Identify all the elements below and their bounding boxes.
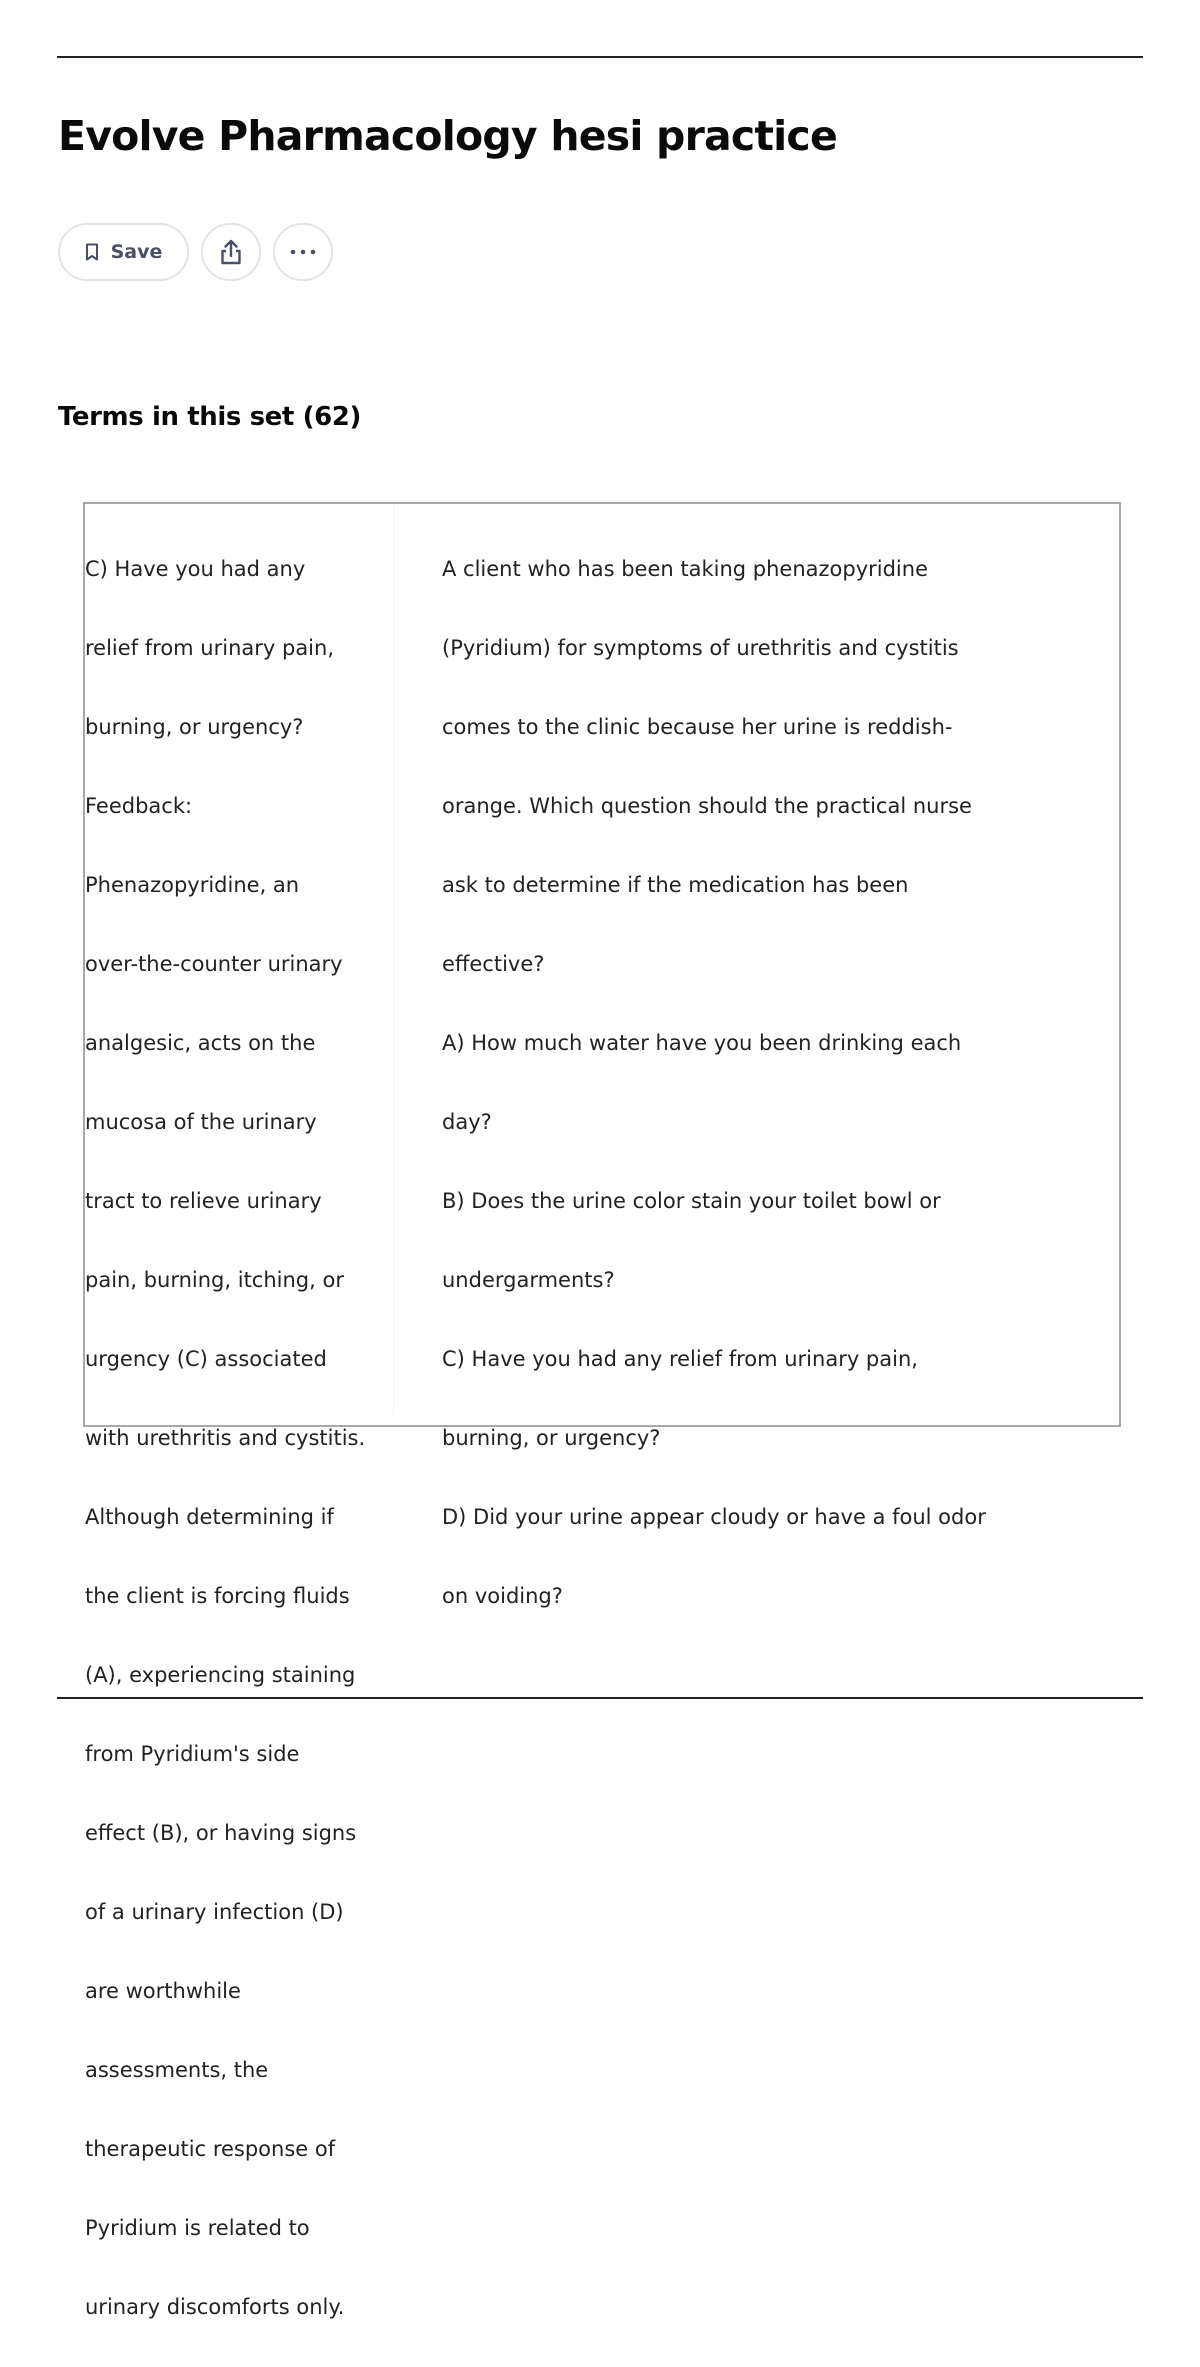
term-line: mucosa of the urinary bbox=[85, 1109, 317, 1134]
definition-line: comes to the clinic because her urine is reddish- bbox=[442, 714, 953, 739]
card-term bbox=[85, 510, 385, 2367]
term-line: Feedback: bbox=[85, 793, 193, 818]
term-line: (A), experiencing staining bbox=[85, 1662, 356, 1687]
more-options-button[interactable] bbox=[273, 223, 333, 281]
flashcard bbox=[83, 502, 1121, 2319]
term-line: therapeutic response of bbox=[85, 2136, 336, 2161]
definition-line: A) How much water have you been drinking each bbox=[442, 1030, 962, 1055]
term-line: are worthwhile bbox=[85, 1978, 241, 2003]
card-definition bbox=[442, 510, 1042, 1656]
term-line: C) Have you had any bbox=[85, 556, 306, 581]
definition-line: day? bbox=[442, 1109, 492, 1134]
term-line: assessments, the bbox=[85, 2057, 269, 2082]
term-line: urinary discomforts only. bbox=[85, 2294, 345, 2319]
share-icon bbox=[219, 238, 243, 266]
definition-line: B) Does the urine color stain your toilet bowl or bbox=[442, 1188, 941, 1213]
term-line: effect (B), or having signs bbox=[85, 1820, 357, 1845]
definition-line: A client who has been taking phenazopyridine bbox=[442, 556, 928, 581]
term-line: Phenazopyridine, an bbox=[85, 872, 300, 897]
term-line: tract to relieve urinary bbox=[85, 1188, 322, 1213]
term-line: analgesic, acts on the bbox=[85, 1030, 316, 1055]
term-line: Although determining if bbox=[85, 1504, 334, 1529]
term-line: pain, burning, itching, or bbox=[85, 1267, 344, 1292]
definition-line: on voiding? bbox=[442, 1583, 563, 1608]
share-button[interactable] bbox=[201, 223, 261, 281]
term-line: the client is forcing fluids bbox=[85, 1583, 350, 1608]
definition-line: ask to determine if the medication has been bbox=[442, 872, 909, 897]
definition-line: undergarments? bbox=[442, 1267, 615, 1292]
terms-heading: Terms in this set (62) bbox=[58, 402, 361, 432]
definition-line: D) Did your urine appear cloudy or have a foul odor bbox=[442, 1504, 986, 1529]
term-line: over-the-counter urinary bbox=[85, 951, 343, 976]
save-button-label: Save bbox=[110, 241, 163, 263]
definition-line: burning, or urgency? bbox=[442, 1425, 661, 1450]
action-bar bbox=[58, 223, 333, 281]
definition-line: C) Have you had any relief from urinary pain, bbox=[442, 1346, 918, 1371]
top-divider bbox=[57, 56, 1143, 58]
term-line: of a urinary infection (D) bbox=[85, 1899, 344, 1924]
definition-line: effective? bbox=[442, 951, 545, 976]
column-divider bbox=[393, 504, 394, 1414]
more-options-icon bbox=[290, 249, 316, 255]
term-line: burning, or urgency? bbox=[85, 714, 304, 739]
bookmark-icon bbox=[85, 243, 99, 261]
save-button[interactable] bbox=[58, 223, 189, 281]
bottom-divider bbox=[57, 1697, 1143, 1699]
page-title: Evolve Pharmacology hesi practice bbox=[58, 112, 837, 160]
term-line: urgency (C) associated bbox=[85, 1346, 327, 1371]
term-line: Pyridium is related to bbox=[85, 2215, 310, 2240]
term-line: with urethritis and cystitis. bbox=[85, 1425, 366, 1450]
definition-line: orange. Which question should the practical nurse bbox=[442, 793, 972, 818]
term-line: relief from urinary pain, bbox=[85, 635, 335, 660]
definition-line: (Pyridium) for symptoms of urethritis and cystitis bbox=[442, 635, 959, 660]
term-line: from Pyridium's side bbox=[85, 1741, 300, 1766]
